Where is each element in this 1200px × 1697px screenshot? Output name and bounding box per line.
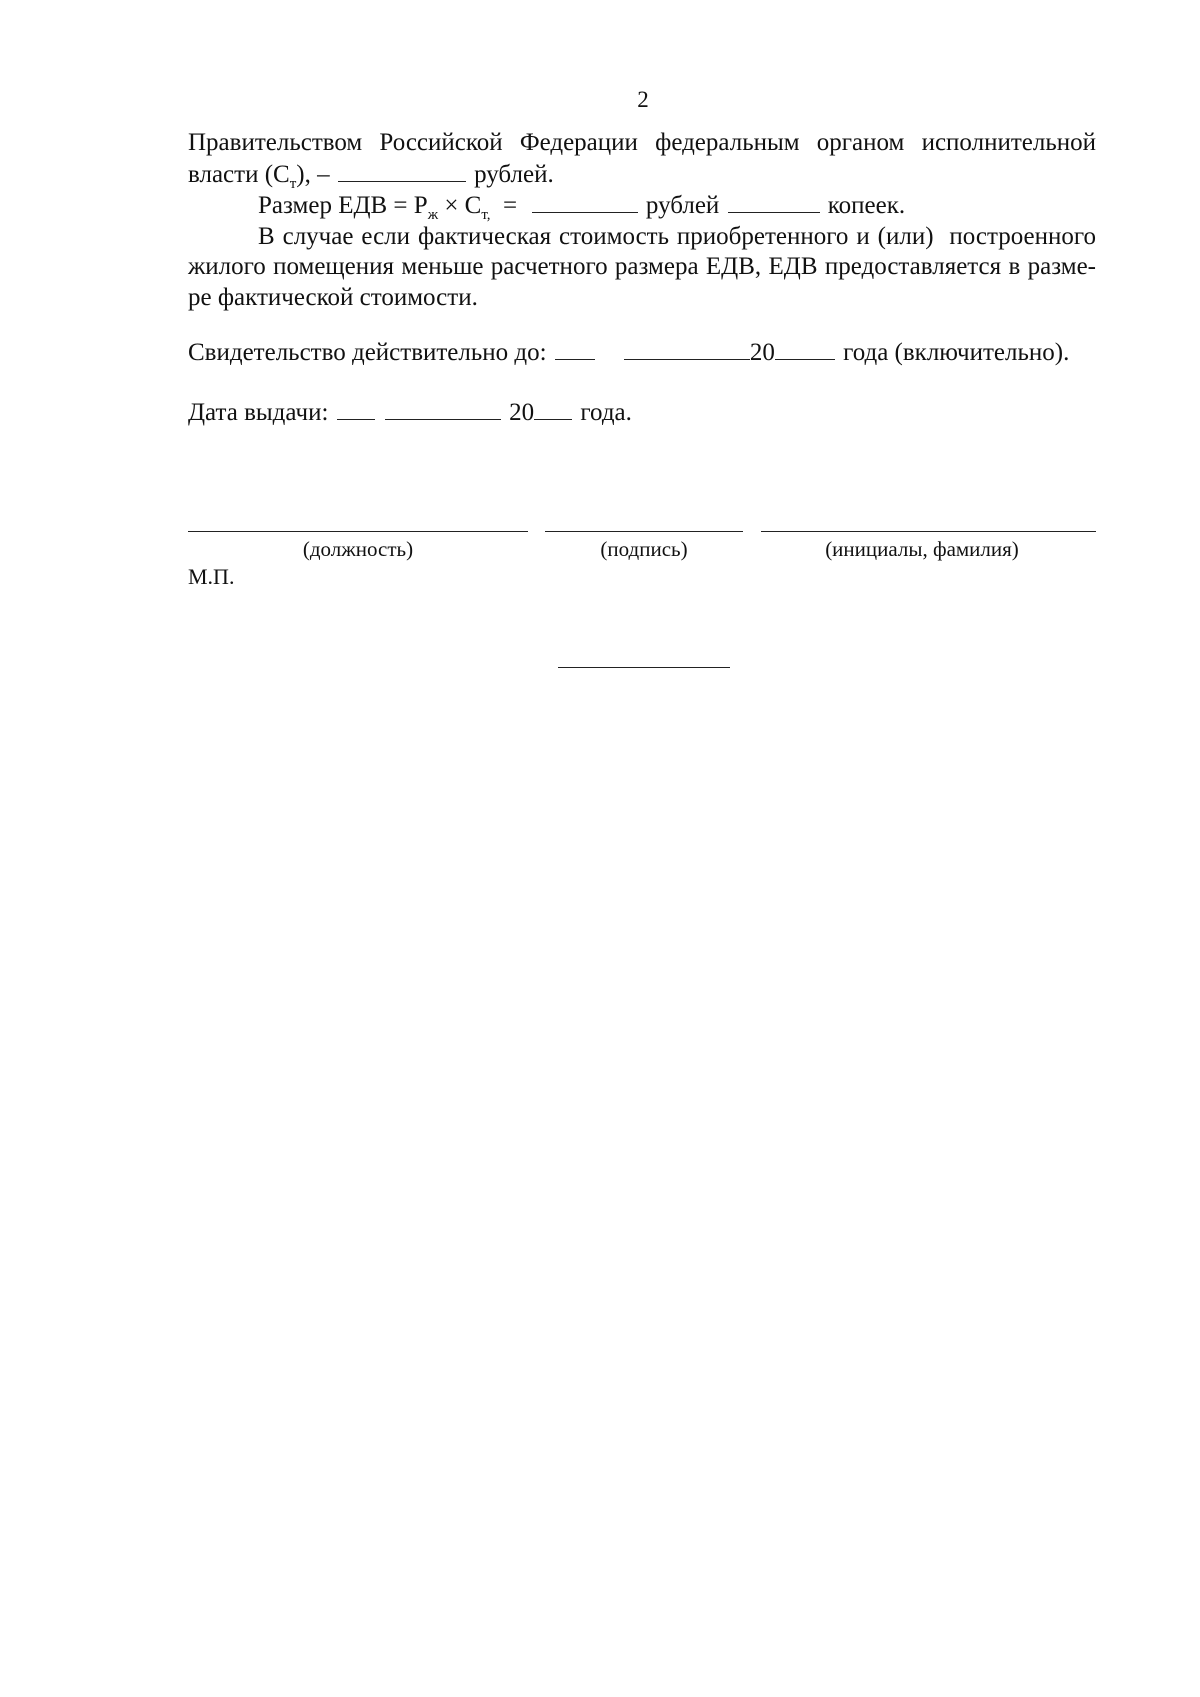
amount-blank-field[interactable]	[338, 159, 466, 182]
position-signature-line[interactable]	[188, 531, 528, 532]
document-body	[188, 128, 1096, 428]
kopecks-blank-field[interactable]	[728, 190, 820, 213]
rubles-label: рублей	[645, 192, 720, 219]
issue-date-label: Дата выдачи:	[188, 398, 329, 426]
kopecks-label: копеек.	[827, 192, 906, 219]
issue-date-line	[188, 397, 1096, 429]
signature-block	[188, 531, 1096, 571]
issue-day-blank[interactable]	[337, 397, 375, 420]
currency-label: рублей.	[474, 160, 554, 188]
validity-month-blank[interactable]	[624, 337, 750, 360]
issue-date-suffix: года.	[580, 398, 632, 426]
subscript: т	[289, 175, 297, 192]
subscript: т,	[481, 207, 491, 223]
signature-caption: (подпись)	[600, 537, 688, 561]
paragraph-2-line-3: ре фактической стоимости.	[188, 283, 478, 311]
formula-line	[188, 190, 1096, 222]
validity-year-blank[interactable]	[775, 337, 835, 360]
issue-month-blank[interactable]	[385, 397, 501, 420]
validity-day-blank[interactable]	[555, 337, 595, 360]
issue-year-prefix: 20	[509, 398, 535, 426]
text-fragment: ), –	[296, 160, 330, 188]
signature-line[interactable]	[545, 531, 743, 532]
formula-text: =	[490, 192, 518, 219]
issue-year-blank[interactable]	[534, 397, 572, 420]
validity-year-prefix: 20	[749, 339, 775, 366]
stamp-mark: М.П.	[188, 564, 235, 589]
subscript: ж	[427, 207, 439, 223]
validity-line	[188, 337, 1096, 369]
validity-suffix: года (включительно).	[843, 339, 1070, 366]
text-fragment: власти (С	[188, 160, 290, 188]
formula-text: × С	[438, 192, 482, 219]
paragraph-2-line-2: жилого помещения меньше расчетного размера ЕДВ, ЕДВ предоставляется в разме-	[188, 253, 1096, 280]
page-number: 2	[637, 87, 649, 112]
paragraph-2-line-1: В случае если фактическая стоимость приобретенного и (или) построенного	[258, 222, 1096, 250]
position-caption: (должность)	[302, 537, 414, 561]
name-caption: (инициалы, фамилия)	[825, 537, 1019, 561]
validity-label: Свидетельство действительно до:	[188, 339, 547, 366]
paragraph-1-line-1: Правительством Российской Федерации федеральным органом исполнительной	[188, 129, 1096, 156]
paragraph-1-line-2	[188, 159, 1096, 191]
formula-text: Размер ЕДВ = Р	[258, 192, 428, 219]
rubles-blank-field[interactable]	[532, 190, 638, 213]
name-signature-line[interactable]	[761, 531, 1096, 532]
end-of-document-line	[558, 667, 730, 668]
